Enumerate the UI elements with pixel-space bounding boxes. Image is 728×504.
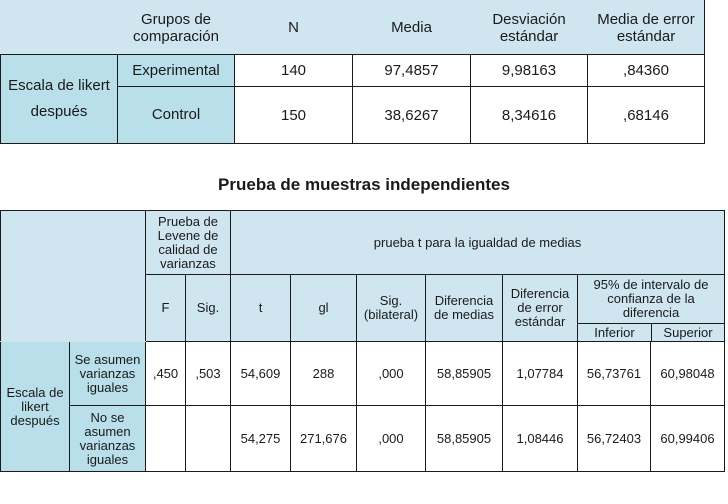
row-label: Escala de likert después bbox=[1, 55, 118, 144]
col-err-diff: Diferencia de error estándar bbox=[503, 275, 578, 342]
header-mean: Media bbox=[353, 1, 471, 55]
independent-samples-title: Prueba de muestras independientes bbox=[218, 175, 510, 194]
sig-bilateral-cell: ,000 bbox=[357, 342, 426, 406]
assume-cell: Se asumen varianzas iguales bbox=[70, 342, 146, 406]
mean-cell: 38,6267 bbox=[353, 87, 471, 144]
superior-cell: 60,98048 bbox=[651, 342, 725, 406]
n-cell: 140 bbox=[235, 55, 353, 87]
f-cell bbox=[146, 406, 186, 472]
header-empty bbox=[1, 1, 118, 55]
sig-bilateral-cell: ,000 bbox=[357, 406, 426, 472]
independent-samples-table bbox=[0, 210, 725, 472]
group-cell: Experimental bbox=[118, 55, 235, 87]
table-row bbox=[1, 55, 705, 87]
f-cell: ,450 bbox=[146, 342, 186, 406]
sem-cell: ,68146 bbox=[588, 87, 705, 144]
header-sem: Media de error estándar bbox=[588, 1, 705, 55]
std-cell: 9,98163 bbox=[471, 55, 588, 87]
err-diff-cell: 1,07784 bbox=[503, 342, 578, 406]
levene-header: Prueba de Levene de calidad de varianzas bbox=[146, 211, 231, 275]
gl-cell: 288 bbox=[291, 342, 357, 406]
col-t: t bbox=[231, 275, 291, 342]
table-row bbox=[1, 342, 725, 406]
assume-cell: No se asumen varianzas iguales bbox=[70, 406, 146, 472]
table-row bbox=[1, 406, 725, 472]
header-group: Grupos de comparación bbox=[118, 1, 235, 55]
sem-cell: ,84360 bbox=[588, 55, 705, 87]
ci-header bbox=[578, 275, 725, 342]
col-gl: gl bbox=[291, 275, 357, 342]
mean-diff-cell: 58,85905 bbox=[426, 342, 503, 406]
superior-cell: 60,99406 bbox=[651, 406, 725, 472]
group-cell: Control bbox=[118, 87, 235, 144]
gl-cell: 271,676 bbox=[291, 406, 357, 472]
ttest-header: prueba t para la igualdad de medias bbox=[231, 211, 725, 275]
col-mean-diff: Diferencia de medias bbox=[426, 275, 503, 342]
sig-cell bbox=[186, 406, 231, 472]
group-statistics-table bbox=[0, 0, 705, 144]
n-cell: 150 bbox=[235, 87, 353, 144]
col-inferior: Inferior bbox=[578, 324, 652, 341]
mean-cell: 97,4857 bbox=[353, 55, 471, 87]
inferior-cell: 56,72403 bbox=[578, 406, 651, 472]
col-sig: Sig. bbox=[186, 275, 231, 342]
col-superior: Superior bbox=[663, 325, 713, 340]
header-n: N bbox=[235, 1, 353, 55]
corner-header bbox=[1, 211, 146, 342]
t-cell: 54,609 bbox=[231, 342, 291, 406]
header-std: Desviación estándar bbox=[471, 1, 588, 55]
inferior-cell: 56,73761 bbox=[578, 342, 651, 406]
err-diff-cell: 1,08446 bbox=[503, 406, 578, 472]
ci-title: 95% de intervalo de confianza de la diferencia bbox=[593, 277, 709, 320]
mean-diff-cell: 58,85905 bbox=[426, 406, 503, 472]
t-cell: 54,275 bbox=[231, 406, 291, 472]
col-sig-bilateral: Sig. (bilateral) bbox=[357, 275, 426, 342]
col-f: F bbox=[146, 275, 186, 342]
sig-cell: ,503 bbox=[186, 342, 231, 406]
std-cell: 8,34616 bbox=[471, 87, 588, 144]
row-label: Escala de likert después bbox=[1, 342, 70, 472]
